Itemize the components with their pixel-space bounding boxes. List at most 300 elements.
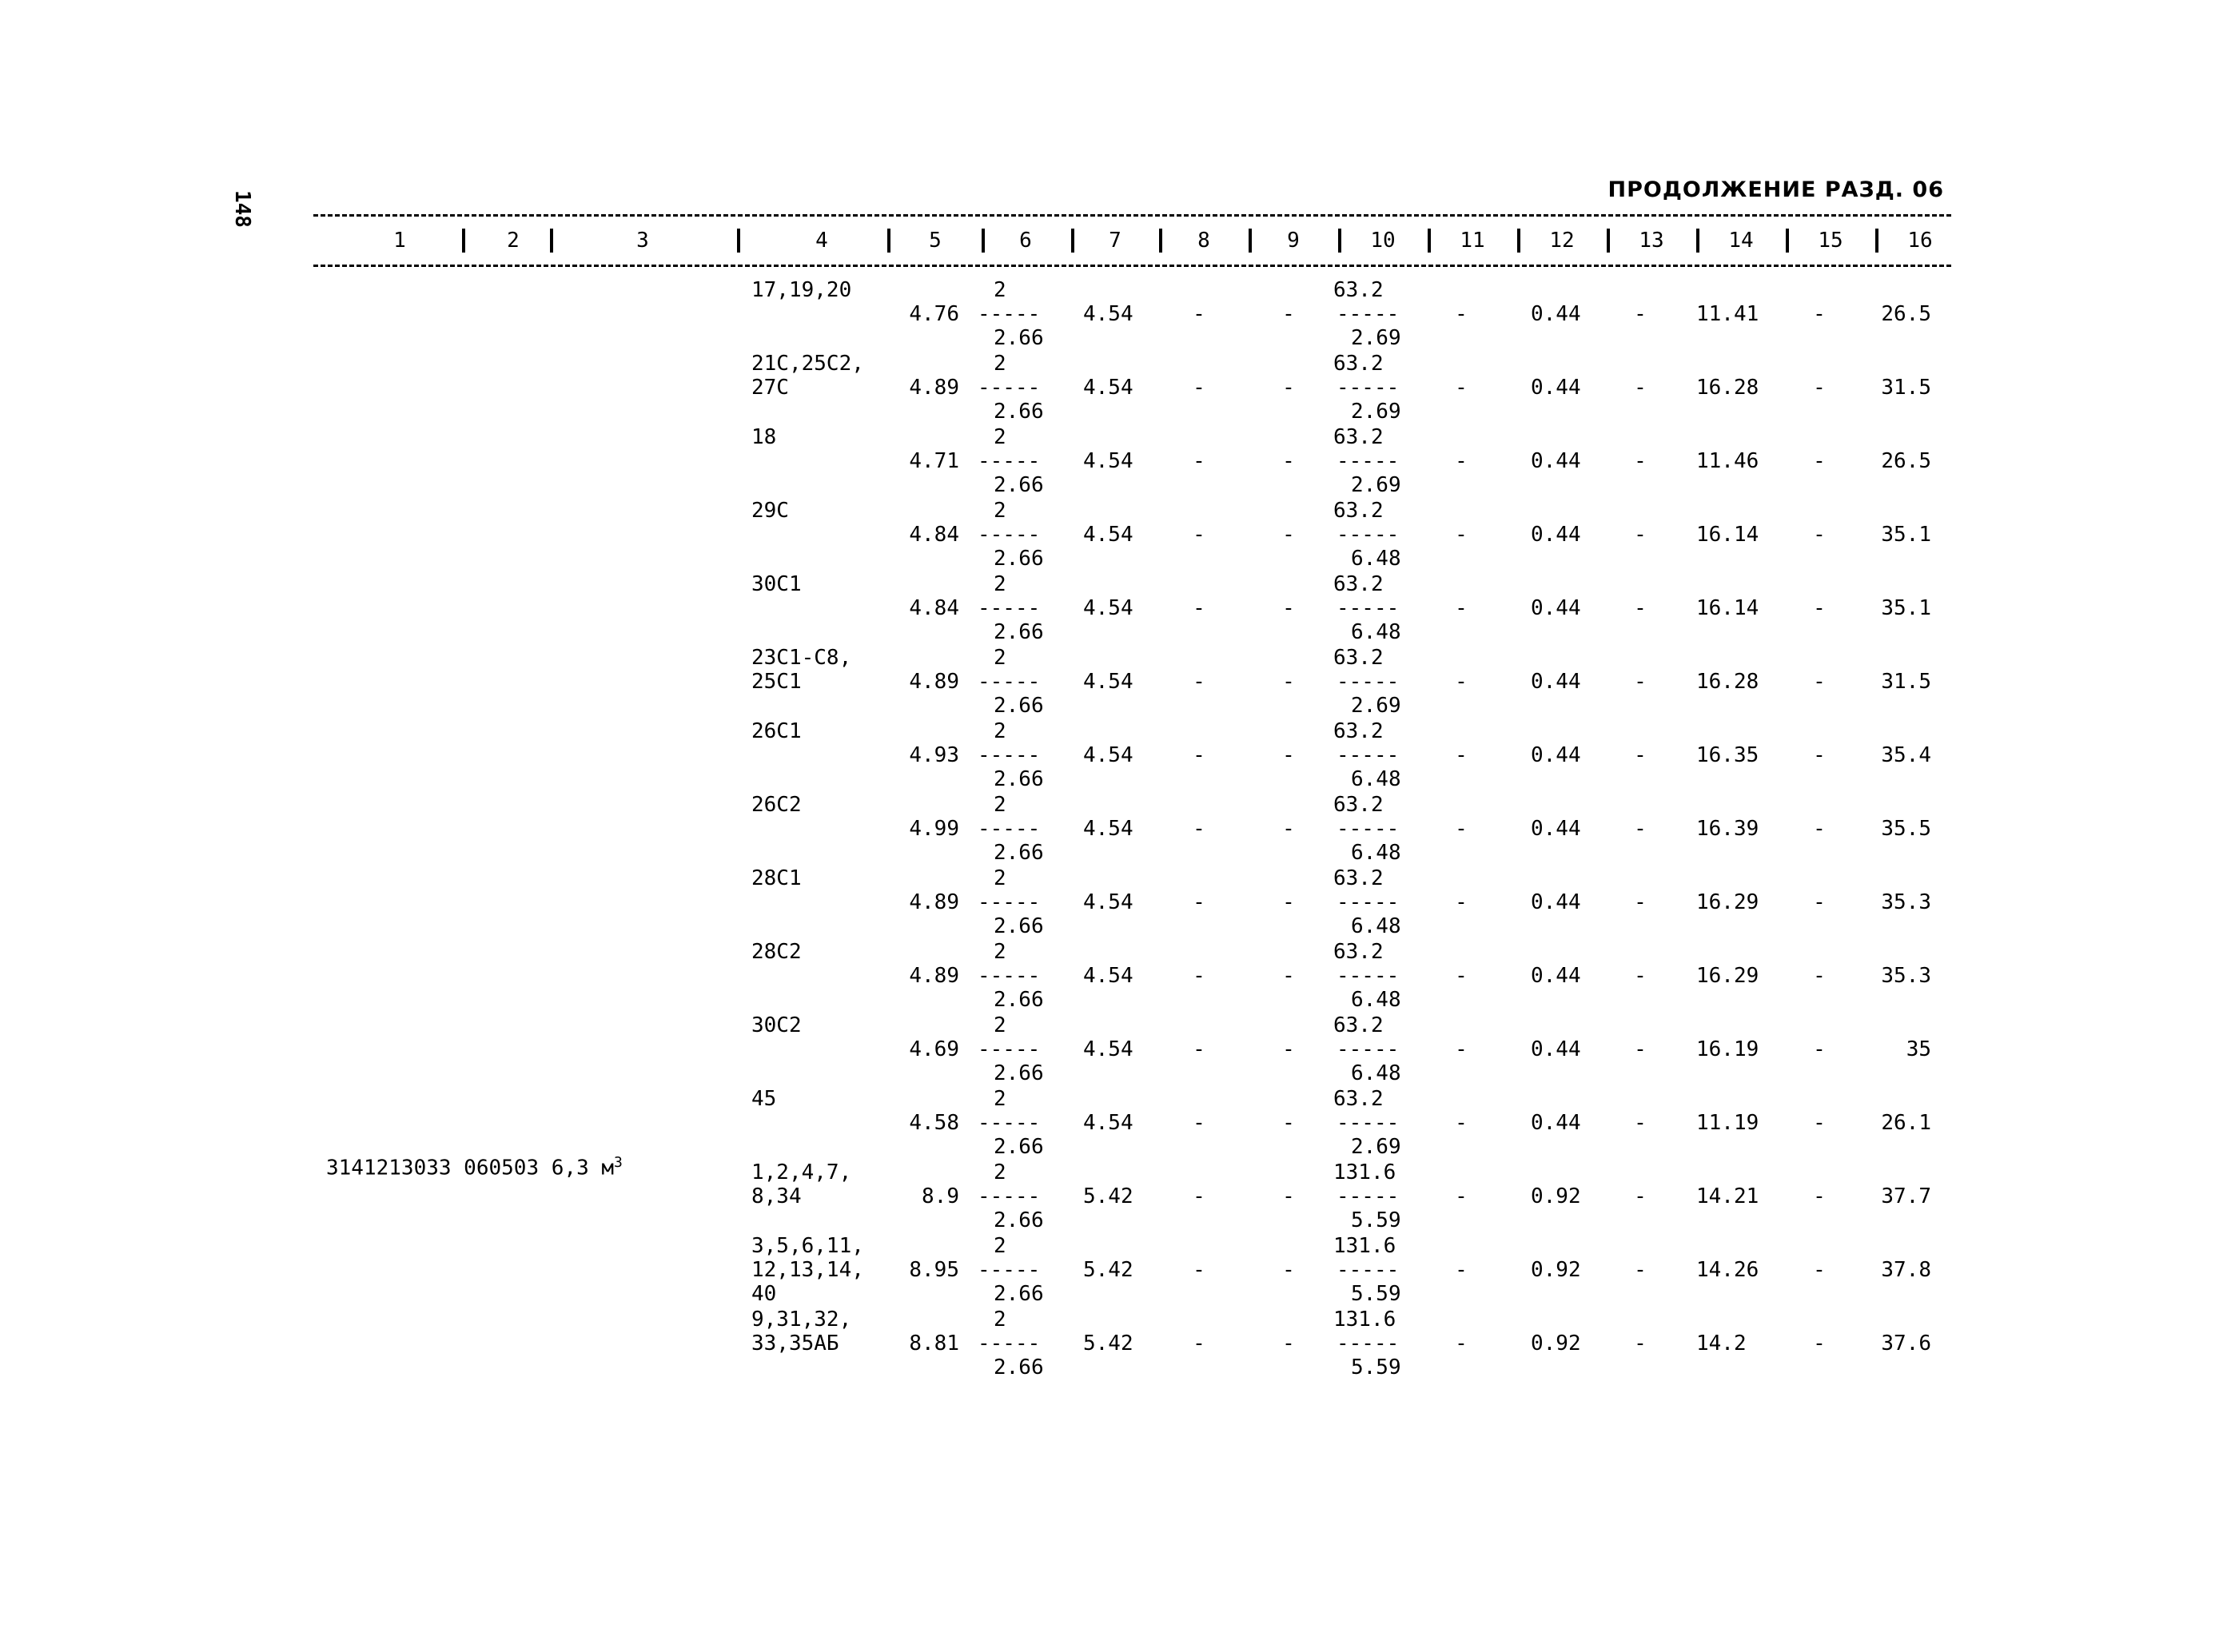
column-header: 15 (1818, 229, 1843, 253)
cell-c6-denominator: 2.66 (994, 1061, 1044, 1085)
cell-c6-bar: ----- (978, 817, 1041, 841)
header-divider (313, 265, 1951, 267)
column-header: 8 (1197, 229, 1210, 253)
cell-c12: 0.44 (1531, 449, 1581, 473)
column-separator (1696, 229, 1699, 253)
column-separator (737, 229, 740, 253)
cell-c6-denominator: 2.66 (994, 400, 1044, 424)
cell-c15: - (1813, 964, 1826, 988)
column-separator (982, 229, 985, 253)
group-label (326, 1154, 623, 1180)
cell-c8: - (1193, 890, 1205, 914)
cell-c10-bar: ----- (1337, 670, 1400, 694)
cell-c6-bar: ----- (978, 1184, 1041, 1208)
cell-c10-numerator: 63.2 (1333, 278, 1384, 302)
column-separator (887, 229, 890, 253)
cell-c16: 37.8 (1881, 1258, 1931, 1282)
cell-c7: 4.54 (1083, 302, 1133, 326)
cell-c8: - (1193, 376, 1205, 400)
cell-c6-denominator: 2.66 (994, 914, 1044, 938)
cell-c10-numerator: 63.2 (1333, 499, 1384, 523)
cell-c4-line: 26C2 (751, 793, 802, 817)
cell-c10-denominator: 6.48 (1351, 620, 1401, 644)
cell-c9: - (1282, 1332, 1295, 1355)
cell-c16: 35.1 (1881, 523, 1931, 547)
cell-c8: - (1193, 1258, 1205, 1282)
cell-c6-numerator: 2 (994, 572, 1006, 596)
cell-c4-line: 33,35АБ (751, 1332, 839, 1355)
cell-c4-line: 1,2,4,7, (751, 1160, 852, 1184)
cell-c12: 0.44 (1531, 523, 1581, 547)
cell-c14: 16.29 (1696, 964, 1759, 988)
column-header-row (313, 229, 1951, 257)
cell-c9: - (1282, 302, 1295, 326)
column-header: 16 (1907, 229, 1933, 253)
column-header: 7 (1109, 229, 1121, 253)
cell-c13: - (1634, 817, 1647, 841)
column-header: 2 (507, 229, 520, 253)
cell-c6-bar: ----- (978, 449, 1041, 473)
cell-c14: 16.19 (1696, 1037, 1759, 1061)
cell-c6-denominator: 2.66 (994, 473, 1044, 497)
cell-c9: - (1282, 376, 1295, 400)
cell-c15: - (1813, 302, 1826, 326)
cell-c9: - (1282, 1037, 1295, 1061)
cell-c15: - (1813, 817, 1826, 841)
top-divider (313, 214, 1951, 217)
cell-c10-numerator: 63.2 (1333, 352, 1384, 376)
column-header: 14 (1728, 229, 1754, 253)
group-volume: 6,3 м (551, 1156, 615, 1180)
cell-c4-line: 45 (751, 1087, 777, 1111)
cell-c5: 4.89 (909, 964, 959, 988)
cell-c16: 26.1 (1881, 1111, 1931, 1135)
cell-c10-numerator: 63.2 (1333, 719, 1384, 743)
column-separator (1875, 229, 1878, 253)
section-header: ПРОДОЛЖЕНИЕ РАЗД. 06 (1607, 177, 1944, 202)
cell-c13: - (1634, 1184, 1647, 1208)
cell-c10-bar: ----- (1337, 1258, 1400, 1282)
cell-c9: - (1282, 670, 1295, 694)
column-header: 4 (815, 229, 828, 253)
cell-c5: 4.71 (909, 449, 959, 473)
cell-c10-numerator: 63.2 (1333, 572, 1384, 596)
cell-c6-denominator: 2.66 (994, 1282, 1044, 1306)
cell-c8: - (1193, 743, 1205, 767)
cell-c16: 26.5 (1881, 449, 1931, 473)
cell-c16: 31.5 (1881, 376, 1931, 400)
cell-c13: - (1634, 596, 1647, 620)
cell-c7: 4.54 (1083, 890, 1133, 914)
cell-c6-bar: ----- (978, 890, 1041, 914)
cell-c9: - (1282, 1111, 1295, 1135)
group-code: 3141213033 060503 (326, 1156, 540, 1180)
cell-c16: 35.5 (1881, 817, 1931, 841)
cell-c14: 16.14 (1696, 596, 1759, 620)
cell-c10-numerator: 63.2 (1333, 646, 1384, 670)
cell-c14: 16.39 (1696, 817, 1759, 841)
cell-c6-denominator: 2.66 (994, 547, 1044, 571)
cell-c14: 14.21 (1696, 1184, 1759, 1208)
cell-c13: - (1634, 523, 1647, 547)
cell-c7: 5.42 (1083, 1332, 1133, 1355)
cell-c14: 16.28 (1696, 376, 1759, 400)
cell-c12: 0.44 (1531, 890, 1581, 914)
cell-c10-bar: ----- (1337, 964, 1400, 988)
cell-c6-numerator: 2 (994, 866, 1006, 890)
cell-c10-numerator: 131.6 (1333, 1234, 1396, 1258)
cell-c10-bar: ----- (1337, 523, 1400, 547)
cell-c10-bar: ----- (1337, 1111, 1400, 1135)
cell-c4-line: 30C1 (751, 572, 802, 596)
cell-c10-bar: ----- (1337, 1184, 1400, 1208)
cell-c15: - (1813, 1258, 1826, 1282)
column-header: 1 (393, 229, 406, 253)
cell-c14: 16.14 (1696, 523, 1759, 547)
cell-c12: 0.44 (1531, 964, 1581, 988)
column-separator (1159, 229, 1162, 253)
cell-c16: 35.1 (1881, 596, 1931, 620)
cell-c6-numerator: 2 (994, 1087, 1006, 1111)
cell-c6-denominator: 2.66 (994, 1355, 1044, 1379)
column-header: 13 (1639, 229, 1664, 253)
cell-c13: - (1634, 376, 1647, 400)
cell-c9: - (1282, 890, 1295, 914)
cell-c6-numerator: 2 (994, 1308, 1006, 1332)
cell-c9: - (1282, 523, 1295, 547)
cell-c4-line: 8,34 (751, 1184, 802, 1208)
cell-c10-bar: ----- (1337, 743, 1400, 767)
cell-c6-bar: ----- (978, 1332, 1041, 1355)
cell-c10-numerator: 131.6 (1333, 1160, 1396, 1184)
cell-c11: - (1455, 1332, 1468, 1355)
cell-c6-numerator: 2 (994, 1160, 1006, 1184)
cell-c6-numerator: 2 (994, 1013, 1006, 1037)
cell-c11: - (1455, 596, 1468, 620)
cell-c5: 4.84 (909, 596, 959, 620)
cell-c12: 0.44 (1531, 670, 1581, 694)
cell-c4-line: 28C2 (751, 940, 802, 964)
cell-c15: - (1813, 523, 1826, 547)
cell-c7: 4.54 (1083, 596, 1133, 620)
cell-c5: 8.81 (909, 1332, 959, 1355)
cell-c10-denominator: 6.48 (1351, 841, 1401, 865)
cell-c10-numerator: 63.2 (1333, 425, 1384, 449)
cell-c10-denominator: 2.69 (1351, 326, 1401, 350)
cell-c6-denominator: 2.66 (994, 841, 1044, 865)
cell-c6-bar: ----- (978, 670, 1041, 694)
cell-c15: - (1813, 1332, 1826, 1355)
cell-c6-bar: ----- (978, 523, 1041, 547)
cell-c8: - (1193, 1111, 1205, 1135)
cell-c15: - (1813, 890, 1826, 914)
cell-c5: 4.89 (909, 890, 959, 914)
cell-c16: 35 (1906, 1037, 1931, 1061)
column-separator (1607, 229, 1610, 253)
cell-c12: 0.44 (1531, 1111, 1581, 1135)
cell-c6-bar: ----- (978, 743, 1041, 767)
cell-c8: - (1193, 302, 1205, 326)
cell-c15: - (1813, 1037, 1826, 1061)
cell-c6-bar: ----- (978, 964, 1041, 988)
cell-c11: - (1455, 890, 1468, 914)
cell-c16: 37.6 (1881, 1332, 1931, 1355)
cell-c4-line: 30C2 (751, 1013, 802, 1037)
cell-c10-denominator: 2.69 (1351, 473, 1401, 497)
cell-c5: 4.76 (909, 302, 959, 326)
cell-c5: 4.84 (909, 523, 959, 547)
cell-c5: 4.89 (909, 670, 959, 694)
cell-c6-numerator: 2 (994, 352, 1006, 376)
cell-c6-denominator: 2.66 (994, 1135, 1044, 1159)
cell-c10-denominator: 6.48 (1351, 547, 1401, 571)
cell-c13: - (1634, 743, 1647, 767)
cell-c11: - (1455, 376, 1468, 400)
cell-c13: - (1634, 1332, 1647, 1355)
column-header: 6 (1019, 229, 1032, 253)
cell-c5: 4.93 (909, 743, 959, 767)
cell-c15: - (1813, 1111, 1826, 1135)
page-number: 148 (230, 190, 254, 228)
cell-c13: - (1634, 449, 1647, 473)
column-separator (1786, 229, 1789, 253)
cell-c13: - (1634, 670, 1647, 694)
cell-c13: - (1634, 302, 1647, 326)
cell-c7: 4.54 (1083, 817, 1133, 841)
cell-c12: 0.44 (1531, 596, 1581, 620)
cell-c10-denominator: 2.69 (1351, 1135, 1401, 1159)
column-header: 11 (1460, 229, 1485, 253)
cell-c8: - (1193, 670, 1205, 694)
cell-c5: 8.9 (922, 1184, 959, 1208)
cell-c4-line: 3,5,6,11, (751, 1234, 864, 1258)
cell-c4-line: 23C1-C8, (751, 646, 852, 670)
cell-c7: 4.54 (1083, 670, 1133, 694)
column-header: 9 (1287, 229, 1300, 253)
cell-c7: 5.42 (1083, 1258, 1133, 1282)
cell-c9: - (1282, 596, 1295, 620)
cell-c4-line: 21C,25C2, (751, 352, 864, 376)
cell-c10-bar: ----- (1337, 1037, 1400, 1061)
column-header: 5 (929, 229, 942, 253)
cell-c4-line: 28C1 (751, 866, 802, 890)
cell-c6-denominator: 2.66 (994, 1208, 1044, 1232)
column-header: 3 (636, 229, 649, 253)
cell-c12: 0.92 (1531, 1184, 1581, 1208)
cell-c12: 0.44 (1531, 743, 1581, 767)
cell-c11: - (1455, 1258, 1468, 1282)
cell-c10-denominator: 6.48 (1351, 1061, 1401, 1085)
cell-c13: - (1634, 1111, 1647, 1135)
cell-c12: 0.92 (1531, 1332, 1581, 1355)
cell-c6-bar: ----- (978, 376, 1041, 400)
column-separator (1249, 229, 1252, 253)
cell-c5: 4.89 (909, 376, 959, 400)
cell-c4-line: 9,31,32, (751, 1308, 852, 1332)
cell-c6-denominator: 2.66 (994, 620, 1044, 644)
cell-c14: 11.19 (1696, 1111, 1759, 1135)
cell-c4-line: 12,13,14, (751, 1258, 864, 1282)
cell-c12: 0.44 (1531, 376, 1581, 400)
cell-c15: - (1813, 596, 1826, 620)
cell-c11: - (1455, 817, 1468, 841)
cell-c15: - (1813, 376, 1826, 400)
cell-c10-bar: ----- (1337, 376, 1400, 400)
cell-c10-denominator: 2.69 (1351, 400, 1401, 424)
cell-c11: - (1455, 302, 1468, 326)
cell-c16: 31.5 (1881, 670, 1931, 694)
cell-c4-line: 17,19,20 (751, 278, 852, 302)
cell-c6-numerator: 2 (994, 1234, 1006, 1258)
cell-c5: 8.95 (909, 1258, 959, 1282)
cell-c8: - (1193, 523, 1205, 547)
cell-c10-denominator: 6.48 (1351, 988, 1401, 1012)
cell-c6-numerator: 2 (994, 425, 1006, 449)
cell-c10-numerator: 131.6 (1333, 1308, 1396, 1332)
cell-c4-line: 40 (751, 1282, 777, 1306)
cell-c10-denominator: 5.59 (1351, 1282, 1401, 1306)
cell-c14: 16.29 (1696, 890, 1759, 914)
cell-c7: 4.54 (1083, 743, 1133, 767)
cell-c12: 0.44 (1531, 302, 1581, 326)
cell-c11: - (1455, 1184, 1468, 1208)
cell-c8: - (1193, 1037, 1205, 1061)
cell-c16: 35.3 (1881, 964, 1931, 988)
cell-c4-line: 18 (751, 425, 777, 449)
cell-c15: - (1813, 743, 1826, 767)
cell-c5: 4.99 (909, 817, 959, 841)
cell-c6-denominator: 2.66 (994, 326, 1044, 350)
cell-c9: - (1282, 449, 1295, 473)
group-volume-sup: 3 (614, 1154, 623, 1171)
cell-c6-numerator: 2 (994, 719, 1006, 743)
cell-c10-denominator: 6.48 (1351, 767, 1401, 791)
cell-c11: - (1455, 1111, 1468, 1135)
cell-c13: - (1634, 964, 1647, 988)
cell-c4-line: 27C (751, 376, 789, 400)
cell-c11: - (1455, 1037, 1468, 1061)
column-header: 10 (1370, 229, 1396, 253)
column-header: 12 (1549, 229, 1575, 253)
cell-c10-numerator: 63.2 (1333, 866, 1384, 890)
cell-c14: 14.26 (1696, 1258, 1759, 1282)
cell-c14: 16.28 (1696, 670, 1759, 694)
cell-c13: - (1634, 1258, 1647, 1282)
cell-c10-denominator: 5.59 (1351, 1355, 1401, 1379)
cell-c6-numerator: 2 (994, 793, 1006, 817)
cell-c10-numerator: 63.2 (1333, 940, 1384, 964)
cell-c8: - (1193, 596, 1205, 620)
cell-c6-bar: ----- (978, 1037, 1041, 1061)
cell-c9: - (1282, 1258, 1295, 1282)
cell-c8: - (1193, 1184, 1205, 1208)
cell-c6-numerator: 2 (994, 646, 1006, 670)
cell-c8: - (1193, 1332, 1205, 1355)
cell-c4-line: 29C (751, 499, 789, 523)
cell-c14: 11.46 (1696, 449, 1759, 473)
cell-c9: - (1282, 743, 1295, 767)
column-separator (1071, 229, 1074, 253)
column-separator (1338, 229, 1341, 253)
cell-c11: - (1455, 743, 1468, 767)
cell-c11: - (1455, 964, 1468, 988)
cell-c7: 4.54 (1083, 1111, 1133, 1135)
cell-c14: 14.2 (1696, 1332, 1747, 1355)
cell-c10-bar: ----- (1337, 1332, 1400, 1355)
cell-c12: 0.44 (1531, 817, 1581, 841)
cell-c10-denominator: 6.48 (1351, 914, 1401, 938)
cell-c13: - (1634, 1037, 1647, 1061)
column-separator (1428, 229, 1431, 253)
cell-c12: 0.44 (1531, 1037, 1581, 1061)
cell-c14: 16.35 (1696, 743, 1759, 767)
cell-c9: - (1282, 1184, 1295, 1208)
cell-c6-denominator: 2.66 (994, 694, 1044, 718)
cell-c8: - (1193, 449, 1205, 473)
cell-c16: 37.7 (1881, 1184, 1931, 1208)
cell-c6-bar: ----- (978, 302, 1041, 326)
cell-c6-bar: ----- (978, 1111, 1041, 1135)
cell-c4-line: 26C1 (751, 719, 802, 743)
cell-c6-denominator: 2.66 (994, 767, 1044, 791)
cell-c8: - (1193, 817, 1205, 841)
cell-c13: - (1634, 890, 1647, 914)
cell-c16: 35.4 (1881, 743, 1931, 767)
cell-c6-numerator: 2 (994, 499, 1006, 523)
cell-c6-bar: ----- (978, 596, 1041, 620)
cell-c15: - (1813, 670, 1826, 694)
cell-c11: - (1455, 523, 1468, 547)
cell-c9: - (1282, 817, 1295, 841)
cell-c12: 0.92 (1531, 1258, 1581, 1282)
cell-c10-denominator: 2.69 (1351, 694, 1401, 718)
cell-c10-numerator: 63.2 (1333, 1013, 1384, 1037)
cell-c16: 35.3 (1881, 890, 1931, 914)
cell-c10-numerator: 63.2 (1333, 1087, 1384, 1111)
cell-c8: - (1193, 964, 1205, 988)
cell-c6-denominator: 2.66 (994, 988, 1044, 1012)
cell-c7: 4.54 (1083, 523, 1133, 547)
cell-c7: 4.54 (1083, 1037, 1133, 1061)
cell-c11: - (1455, 449, 1468, 473)
column-separator (1517, 229, 1520, 253)
cell-c10-bar: ----- (1337, 890, 1400, 914)
cell-c9: - (1282, 964, 1295, 988)
cell-c15: - (1813, 449, 1826, 473)
cell-c7: 4.54 (1083, 449, 1133, 473)
cell-c14: 11.41 (1696, 302, 1759, 326)
cell-c6-numerator: 2 (994, 940, 1006, 964)
column-separator (462, 229, 465, 253)
cell-c10-bar: ----- (1337, 596, 1400, 620)
cell-c10-bar: ----- (1337, 817, 1400, 841)
cell-c10-numerator: 63.2 (1333, 793, 1384, 817)
cell-c11: - (1455, 670, 1468, 694)
cell-c16: 26.5 (1881, 302, 1931, 326)
cell-c7: 5.42 (1083, 1184, 1133, 1208)
cell-c6-numerator: 2 (994, 278, 1006, 302)
cell-c6-bar: ----- (978, 1258, 1041, 1282)
cell-c5: 4.58 (909, 1111, 959, 1135)
column-separator (550, 229, 553, 253)
cell-c7: 4.54 (1083, 376, 1133, 400)
cell-c15: - (1813, 1184, 1826, 1208)
cell-c4-line: 25C1 (751, 670, 802, 694)
cell-c7: 4.54 (1083, 964, 1133, 988)
cell-c10-bar: ----- (1337, 302, 1400, 326)
cell-c10-bar: ----- (1337, 449, 1400, 473)
cell-c10-denominator: 5.59 (1351, 1208, 1401, 1232)
